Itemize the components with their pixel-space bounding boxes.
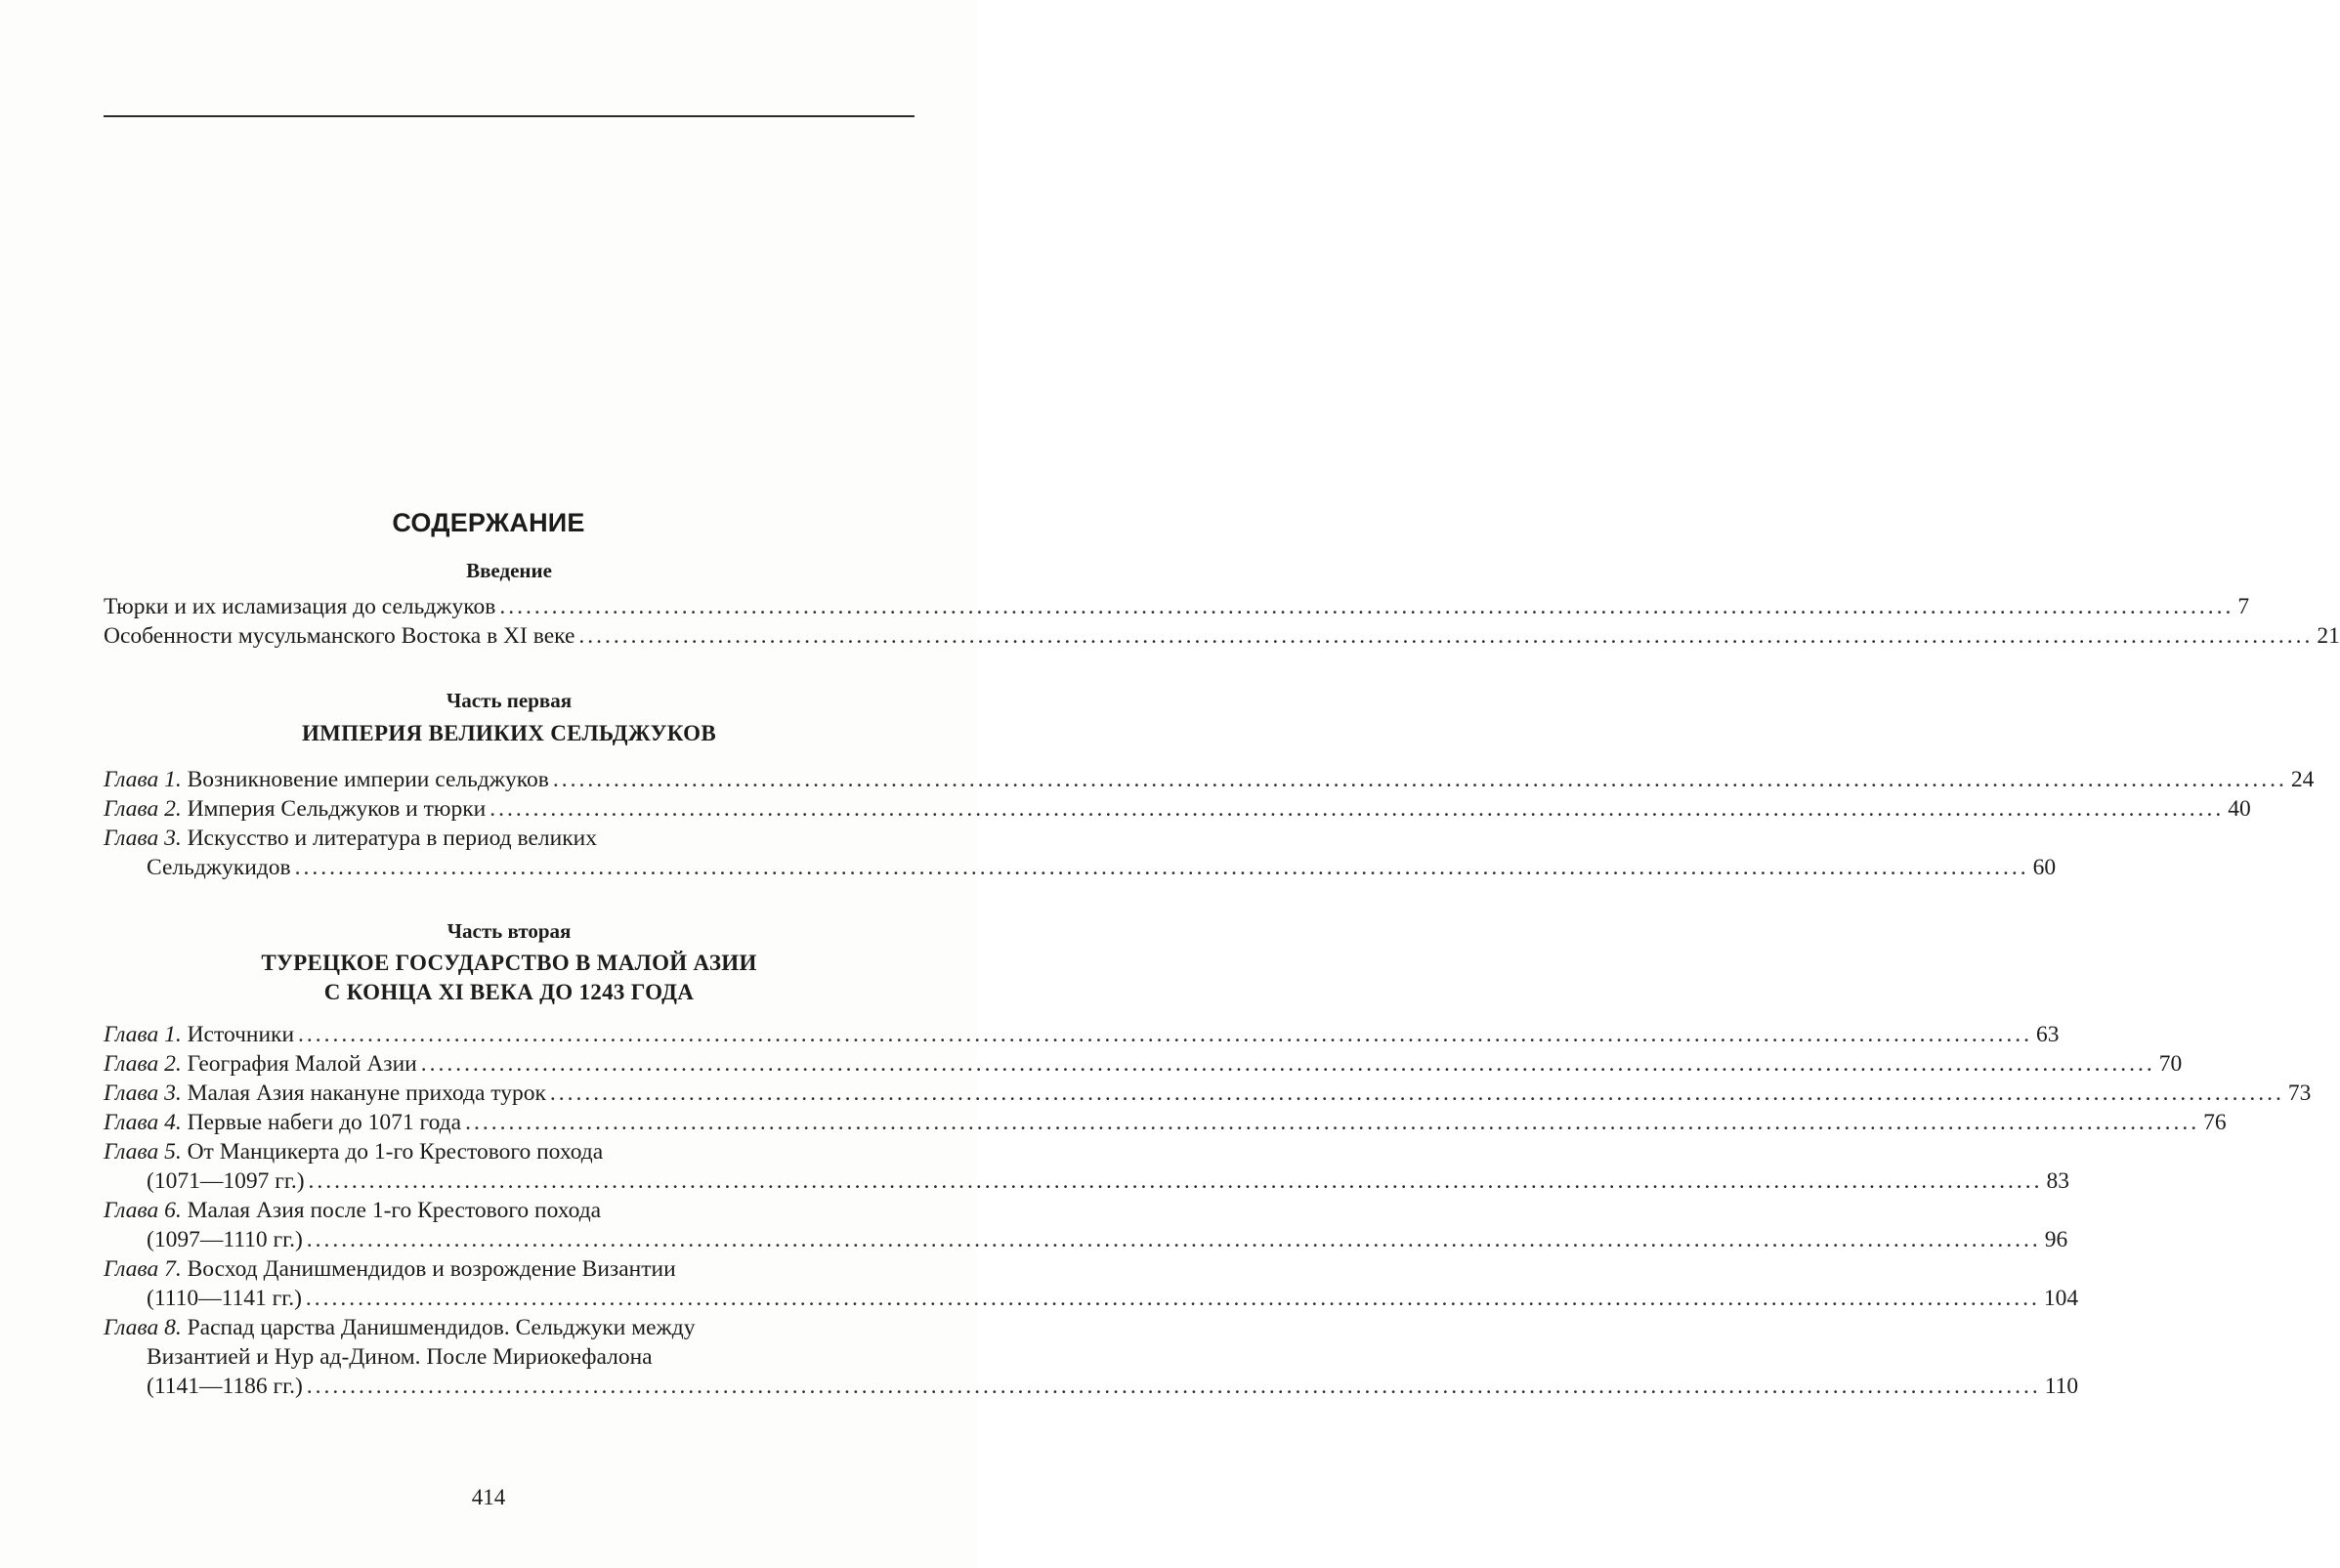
chapter-label: Глава 1. [104, 1022, 182, 1047]
toc-entry-page: 76 [2203, 1110, 2227, 1135]
intro-heading: Введение [466, 559, 552, 582]
toc-entry-page: 7 [2237, 594, 2250, 619]
toc-entry-page: 96 [2044, 1227, 2068, 1252]
chapter-label: Глава 7. [104, 1256, 182, 1282]
toc-entry-text: Империя Сельджуков и тюрки [187, 796, 487, 822]
chapter-label: Глава 5. [104, 1139, 182, 1165]
toc-entry-text: Византией и Нур ад-Дином. После Мириокефалона [147, 1344, 653, 1370]
toc-entry-text: Тюрки и их исламизация до сельджуков [104, 594, 496, 619]
toc-entry-text: Возникновение империи сельджуков [187, 767, 549, 792]
dot-leader: ........................................................................................................................................................................................................ [499, 594, 2234, 619]
part1-toc [104, 765, 2315, 882]
toc-entry[interactable] [104, 1108, 2227, 1137]
toc-entry-page: 110 [2044, 1374, 2079, 1399]
dot-leader: ........................................................................................................................................................................................................ [549, 1081, 2284, 1106]
dot-leader: ........................................................................................................................................................................................................ [552, 767, 2287, 792]
toc-entry-page: 60 [2032, 855, 2057, 880]
toc-entry[interactable] [104, 1020, 2060, 1049]
toc-entry-continuation[interactable] [104, 1225, 2068, 1254]
dot-leader: ........................................................................................................................................................................................................ [489, 796, 2225, 822]
toc-entry[interactable] [104, 592, 2250, 621]
toc-entry[interactable] [104, 1313, 915, 1342]
dot-leader: ........................................................................................................................................................................................................ [306, 1374, 2041, 1399]
part1-title: ИМПЕРИЯ ВЕЛИКИХ СЕЛЬДЖУКОВ [301, 721, 717, 745]
toc-entry-text: (1141—1186 гг.) [147, 1374, 303, 1399]
toc-entry-continuation[interactable] [104, 1342, 915, 1372]
chapter-label: Глава 3. [104, 1081, 182, 1106]
dot-leader: ........................................................................................................................................................................................................ [298, 1022, 2033, 1047]
toc-entry-page: 70 [2158, 1051, 2183, 1077]
part2-label: Часть вторая [447, 919, 572, 943]
toc-entry-page: 24 [2290, 767, 2315, 792]
toc-entry-text: (1071—1097 гг.) [147, 1168, 305, 1194]
page-title: СОДЕРЖАНИЕ [392, 508, 585, 537]
toc-entry-text: Сельджукидов [147, 855, 291, 880]
toc-entry-text: Первые набеги до 1071 года [187, 1110, 462, 1135]
chapter-label: Глава 4. [104, 1110, 182, 1135]
dot-leader: ........................................................................................................................................................................................................ [306, 1227, 2041, 1252]
top-rule [104, 115, 915, 117]
toc-entry[interactable] [104, 824, 915, 853]
dot-leader: ........................................................................................................................................................................................................ [578, 623, 2314, 649]
toc-entry-text: Источники [187, 1022, 295, 1047]
dot-leader: ........................................................................................................................................................................................................ [465, 1110, 2200, 1135]
toc-entry-page: 63 [2036, 1022, 2060, 1047]
toc-entry-text: (1097—1110 гг.) [147, 1227, 303, 1252]
toc-entry-text: (1110—1141 гг.) [147, 1286, 302, 1311]
toc-entry-continuation[interactable] [104, 1284, 2079, 1313]
toc-entry[interactable] [104, 1049, 2183, 1079]
toc-entry-text: Малая Азия после 1-го Крестового похода [187, 1198, 602, 1223]
toc-entry-text: Искусство и литература в период великих [187, 826, 597, 851]
toc-entry-text: Особенности мусульманского Востока в XI веке [104, 623, 575, 649]
intro-toc [104, 592, 2340, 651]
chapter-label: Глава 2. [104, 796, 182, 822]
toc-entry-page: 104 [2043, 1286, 2079, 1311]
part2-toc [104, 1020, 2312, 1401]
chapter-label: Глава 1. [104, 767, 182, 792]
toc-entry-page: 21 [2317, 623, 2340, 649]
toc-entry-page: 73 [2287, 1081, 2312, 1106]
page-number: 414 [471, 1485, 506, 1509]
toc-entry[interactable] [104, 621, 2340, 651]
dot-leader: ........................................................................................................................................................................................................ [308, 1168, 2043, 1194]
toc-entry[interactable] [104, 1196, 915, 1225]
toc-entry[interactable] [104, 794, 2251, 824]
toc-entry[interactable] [104, 1254, 915, 1284]
toc-entry-page: 83 [2046, 1168, 2070, 1194]
toc-entry-text: Распад царства Данишмендидов. Сельджуки между [187, 1315, 696, 1340]
dot-leader: ........................................................................................................................................................................................................ [305, 1286, 2040, 1311]
toc-entry-continuation[interactable] [104, 853, 2057, 882]
part2-title-line2: С КОНЦА XI ВЕКА ДО 1243 ГОДА [323, 980, 695, 1004]
toc-entry-page: 40 [2228, 796, 2251, 822]
toc-entry-continuation[interactable] [104, 1166, 2070, 1196]
toc-entry-text: Малая Азия накануне прихода турок [187, 1081, 546, 1106]
chapter-label: Глава 2. [104, 1051, 182, 1077]
toc-entry[interactable] [104, 1137, 915, 1166]
part2-title-line1: ТУРЕЦКОЕ ГОСУДАРСТВО В МАЛОЙ АЗИИ [261, 951, 757, 975]
toc-entry-text: Восход Данишмендидов и возрождение Византии [187, 1256, 676, 1282]
toc-entry-text: География Малой Азии [187, 1051, 417, 1077]
chapter-label: Глава 6. [104, 1198, 182, 1223]
chapter-label: Глава 3. [104, 826, 182, 851]
dot-leader: ........................................................................................................................................................................................................ [420, 1051, 2155, 1077]
toc-entry[interactable] [104, 1079, 2312, 1108]
chapter-label: Глава 8. [104, 1315, 182, 1340]
part1-label: Часть первая [446, 689, 573, 712]
dot-leader: ........................................................................................................................................................................................................ [294, 855, 2029, 880]
toc-entry[interactable] [104, 765, 2315, 794]
toc-entry-continuation[interactable] [104, 1372, 2079, 1401]
toc-entry-text: От Манцикерта до 1-го Крестового похода [187, 1139, 604, 1165]
